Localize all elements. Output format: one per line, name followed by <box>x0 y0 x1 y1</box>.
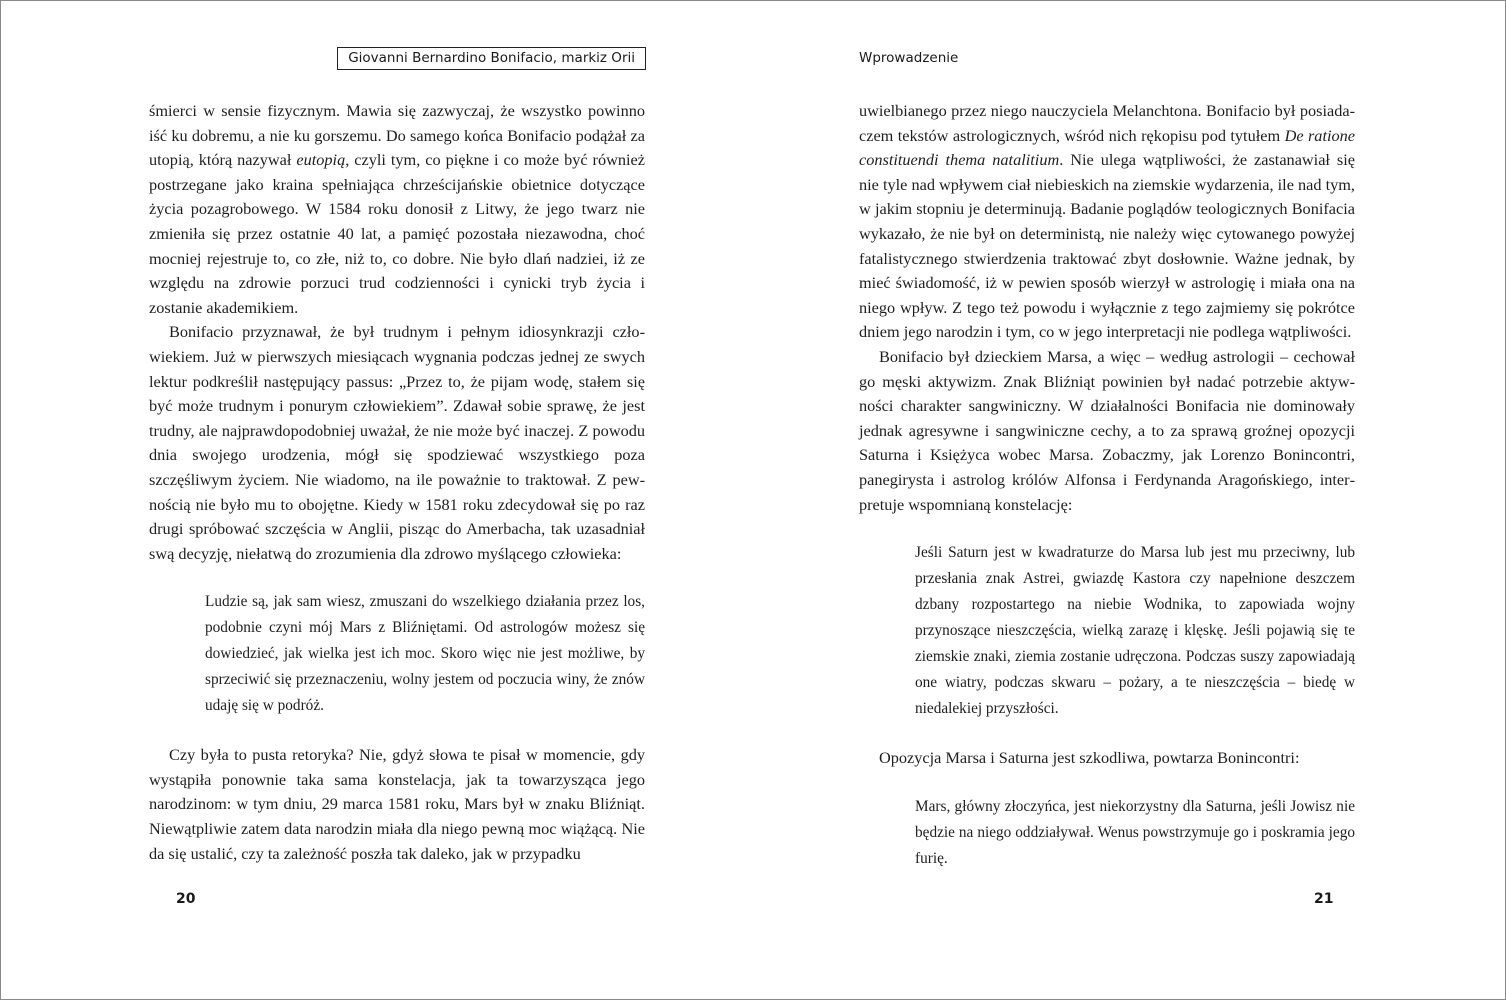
right-text-block <box>859 99 1355 896</box>
left-page <box>1 1 754 999</box>
right-paragraph-3: Opozycja Marsa i Saturna jest szkodliwa, powtarza Bonincontri: <box>879 748 1300 768</box>
italic-term: De ratione constituendi thema natalitium <box>859 125 1355 170</box>
left-block-quote: Ludzie są, jak sam wiesz, zmuszani do wszelkiego działania przez los, podobnie czyni mój Mars z Bliźniętami. Od astrologów możesz się dowiedzieć, jak wielka jest ich moc. Skoro więc nie jest możliwe, by sprzeciwić się przeznaczeniu, wolny jestem od poczucia winy, że znów udaję się w podróż. <box>205 593 645 715</box>
right-paragraph-1: uwielbianego przez niego nauczyciela Melanchtona. Bonifacio był posiadaczem tekstów astrologicznych, wśród nich rękopisu pod tytułem De ratione constituendi thema natalitium. Nie ulega wątpliwości, że zastanawiał się nie tyle nad wpływem ciał niebieskich na ziemskie wydarzenia, ile nad tym, w jakim stopniu je determinują. Badanie poglądów teologicznych Bonifacia wykazało, że nie był on deterministą, nie należy więc cytowanego powyżej fatalistycznego stwierdzenia traktować zbyt dosłownie. Ważne jednak, by mieć świadomość, iż w pewien sposób wierzył w astrologię i miała ona na niego wpływ. Z tego też powodu i wyłącznie z tego zajmiemy się pokrótce dniem jego narodzin i tym, co w jego interpretacji nie podlega wątpliwości. <box>859 101 1355 342</box>
left-text-block <box>149 99 645 866</box>
running-head-left: Giovanni Bernardino Bonifacio, markiz Orii <box>337 47 646 70</box>
right-block-quote-2: Mars, główny złoczyńca, jest niekorzystny dla Saturna, jeśli Jowisz nie będzie na niego oddziaływał. Wenus powstrzymuje go i poskramia jego furię. <box>915 797 1355 867</box>
italic-term: eutopią <box>296 150 346 170</box>
left-paragraph-3: Czy była to pusta retoryka? Nie, gdyż słowa te pisał w momencie, gdy wystąpiła ponownie taka sama konstelacja, jak ta towarzysząca jego narodzinom: w tym dniu, 29 marca 1581 roku, Mars był w znaku Bliźniąt. Niewątpliwie zatem data narodzin miała dla niego pewną moc wiążącą. Nie da się ustalić, czy ta zależność poszła tak daleko, jak w przypadku <box>149 745 645 863</box>
left-paragraph-1: śmierci w sensie fizycznym. Mawia się zazwyczaj, że wszystko powinno iść ku dobremu, a nie ku gorszemu. Do samego końca Bonifacio podążał za utopią, którą nazywał eutopią, czyli tym, co piękne i co może być również postrzegane jako kraina spełniająca chrześcijańskie obietnice dotyczące życia pozagrobowego. W 1584 roku donosił z Litwy, że jego twarz nie zmieniła się przez ostatnie 40 lat, a pamięć pozostała niezawodna, choć mocniej rejestruje to, co złe, niż to, co dobre. Nie było dlań nadziei, iż ze względu na zdrowie porzuci trud codzienności i cynicki tryb życia i zostanie akademikiem. <box>149 101 645 317</box>
page-number-right: 21 <box>1314 891 1334 907</box>
left-paragraph-2: Bonifacio przyznawał, że był trudnym i pełnym idiosynkrazji człowiekiem. Już w pierwszych miesiącach wygnania podczas jednej ze swych lektur podkreślił następujący passus: „Przez to, że pijam wodę, stałem się być może trudnym i ponurym człowiekiem”. Zdawał sobie sprawę, że jest trudny, ale najprawdopodobniej uważał, że nie może być inaczej. Z powodu dnia swojego urodzenia, mógł się spodziewać wszystkiego poza szczęśliwym życiem. Nie wiadomo, na ile poważnie to traktował. Z pewnością nie było mu to obojętne. Kiedy w 1581 roku zdecydował się po raz drugi spróbować szczęścia w Anglii, pisząc do Amerbacha, tak uzasadniał swą decyzję, niełatwą do zrozumienia dla zdrowo myślącego człowieka: <box>149 322 645 563</box>
running-head-right: Wprowadzenie <box>859 50 959 66</box>
right-paragraph-2: Bonifacio był dzieckiem Marsa, a więc – według astrologii – cechował go męski aktywizm. Znak Bliźniąt powinien był nadać potrzebie aktywności charakter sangwiniczny. W działalności Bonifacia nie dominowały jednak agresywne i sangwiniczne cechy, a to za sprawą groźnej opozycji Saturna i Księżyca wobec Marsa. Zobaczmy, jak Lorenzo Bonincontri, panegirysta i astrolog królów Alfonsa i Ferdynanda Aragońskiego, interpretuje wspomnianą konstelację: <box>859 346 1355 514</box>
page-number-left: 20 <box>176 891 196 907</box>
right-page <box>754 1 1505 999</box>
right-block-quote-1: Jeśli Saturn jest w kwadraturze do Marsa lub jest mu przeciwny, lub przesłania znak Astrei, gwiazdę Kastora czy napełnione deszczem dzbany rozpostartego na niebie Wodnika, to zapowiada wojny przynoszące nieszczęścia, wielką zarazę i klęskę. Jeśli pojawią się te ziemskie znaki, ziemia zostanie udręczona. Podczas suszy zapowiadają one wiatry, podczas skwaru – pożary, a te nieszczęścia – biedę w niedalekiej przyszłości. <box>915 544 1355 718</box>
